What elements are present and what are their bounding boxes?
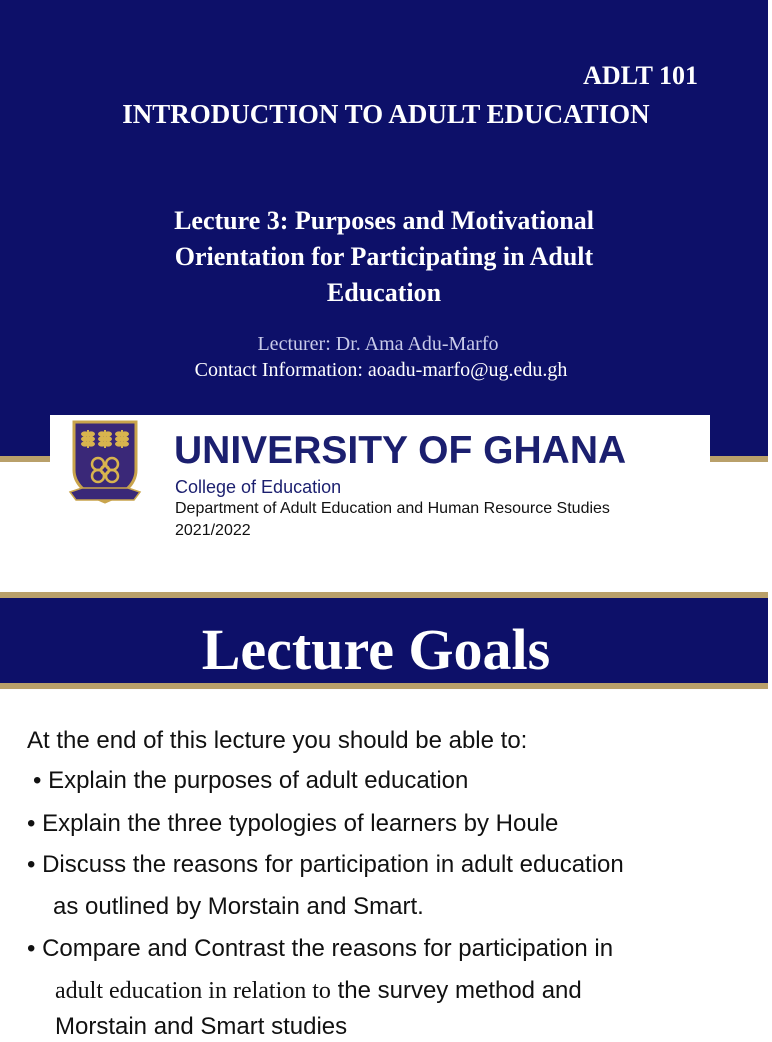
goal-line-serif-part: adult education in relation to bbox=[55, 978, 331, 1004]
gold-divider bbox=[0, 683, 768, 689]
lecture-title-line: Orientation for Participating in Adult bbox=[174, 242, 594, 271]
goal-line: • Explain the purposes of adult education bbox=[33, 767, 469, 794]
lecture-title-line: Lecture 3: Purposes and Motivational bbox=[174, 206, 594, 235]
goal-line: • Compare and Contrast the reasons for participation in bbox=[27, 935, 614, 962]
academic-year: 2021/2022 bbox=[175, 522, 251, 539]
goal-line-sans-part: the survey method and bbox=[330, 977, 582, 1004]
goals-intro: At the end of this lecture you should be able to: bbox=[27, 727, 528, 754]
contact-information: Contact Information: aoadu-marfo@ug.edu.gh bbox=[194, 359, 568, 381]
course-title: INTRODUCTION TO ADULT EDUCATION bbox=[122, 99, 650, 129]
goal-line bbox=[55, 976, 582, 1006]
department-name: Department of Adult Education and Human Resource Studies bbox=[175, 500, 610, 517]
slide-title: Lecture Goals bbox=[201, 617, 551, 682]
course-code: ADLT 101 bbox=[583, 61, 698, 90]
goal-line: • Explain the three typologies of learners by Houle bbox=[27, 810, 559, 837]
goal-line: as outlined by Morstain and Smart. bbox=[53, 893, 424, 920]
lecture-title-line: Education bbox=[326, 278, 442, 307]
university-name: UNIVERSITY OF GHANA bbox=[174, 429, 627, 472]
university-logo-block bbox=[50, 415, 710, 565]
lecturer-name: Lecturer: Dr. Ama Adu-Marfo bbox=[257, 333, 499, 355]
university-crest-icon bbox=[68, 418, 142, 510]
goal-line: • Discuss the reasons for participation in adult education bbox=[27, 851, 624, 878]
goal-line-cut-off: Morstain and Smart studies bbox=[55, 1013, 348, 1040]
college-name: College of Education bbox=[175, 477, 342, 497]
